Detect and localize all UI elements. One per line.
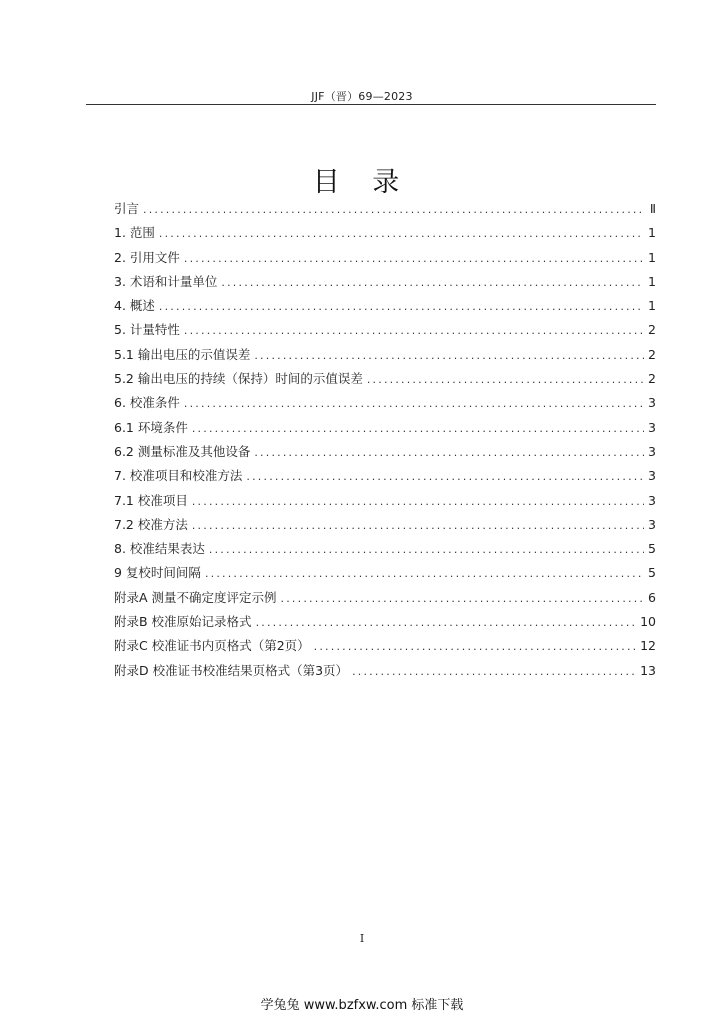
- toc-entry[interactable]: [114, 515, 656, 539]
- dot-leader: [221, 276, 644, 289]
- table-of-contents: [114, 199, 656, 685]
- toc-entry[interactable]: [114, 442, 656, 466]
- dot-leader: [367, 373, 644, 386]
- toc-entry[interactable]: [114, 418, 656, 442]
- toc-entry-page: 3: [648, 492, 656, 508]
- toc-entry[interactable]: [114, 272, 656, 296]
- dot-leader: [281, 592, 644, 605]
- toc-entry-label: 2. 引用文件: [114, 249, 180, 265]
- toc-entry[interactable]: [114, 636, 656, 660]
- dot-leader: [254, 446, 644, 459]
- toc-entry[interactable]: [114, 539, 656, 563]
- dot-leader: [192, 519, 644, 532]
- dot-leader: [209, 543, 644, 556]
- toc-entry-label: 5.2 输出电压的持续（保持）时间的示值误差: [114, 371, 363, 387]
- toc-entry-page: 1: [648, 249, 656, 265]
- toc-entry[interactable]: [114, 588, 656, 612]
- document-code: JJF（晋）69—2023: [311, 90, 413, 103]
- toc-entry[interactable]: [114, 345, 656, 369]
- toc-entry-label: 附录B 校准原始记录格式: [114, 614, 252, 630]
- toc-entry-label: 引言: [114, 201, 140, 216]
- dot-leader: [254, 349, 644, 362]
- toc-entry-label: 附录C 校准证书内页格式（第2页）: [114, 638, 310, 654]
- toc-entry-page: 3: [648, 443, 656, 459]
- toc-entry-page: Ⅱ: [649, 201, 656, 216]
- toc-entry[interactable]: [114, 661, 656, 685]
- toc-entry[interactable]: [114, 199, 656, 223]
- toc-entry-label: 8. 校准结果表达: [114, 541, 205, 557]
- toc-entry-page: 1: [648, 225, 656, 241]
- toc-entry-page: 3: [648, 395, 656, 411]
- toc-entry-label: 5.1 输出电压的示值误差: [114, 346, 251, 362]
- toc-entry-page: 13: [640, 662, 656, 678]
- dot-leader: [205, 567, 644, 580]
- toc-entry-label: 1. 范围: [114, 225, 155, 241]
- footer-watermark: 学兔兔 www.bzfxw.com 标准下载: [260, 998, 464, 1013]
- toc-entry[interactable]: [114, 563, 656, 587]
- toc-entry-page: 12: [640, 638, 656, 654]
- toc-entry-label: 7. 校准项目和校准方法: [114, 468, 243, 484]
- dot-leader: [256, 616, 637, 629]
- toc-entry[interactable]: [114, 320, 656, 344]
- header-divider: [86, 104, 656, 105]
- toc-entry-page: 1: [648, 273, 656, 289]
- toc-entry-label: 附录D 校准证书校准结果页格式（第3页）: [114, 662, 349, 678]
- page-number: I: [359, 932, 365, 945]
- toc-entry-page: 1: [648, 298, 656, 314]
- toc-entry-page: 2: [648, 322, 656, 338]
- dot-leader: [192, 495, 644, 508]
- dot-leader: [246, 470, 644, 483]
- toc-entry-label: 9 复校时间间隔: [114, 565, 201, 581]
- toc-entry[interactable]: [114, 612, 656, 636]
- toc-entry[interactable]: [114, 248, 656, 272]
- toc-entry-page: 10: [640, 614, 656, 630]
- toc-entry-label: 6.2 测量标准及其他设备: [114, 443, 251, 459]
- dot-leader: [159, 300, 644, 313]
- dot-leader: [143, 203, 644, 216]
- dot-leader: [314, 640, 636, 653]
- dot-leader: [352, 665, 636, 678]
- toc-entry[interactable]: [114, 466, 656, 490]
- dot-leader: [184, 397, 644, 410]
- toc-entry-label: 5. 计量特性: [114, 322, 180, 338]
- toc-entry-page: 6: [648, 589, 656, 605]
- toc-entry-label: 7.1 校准项目: [114, 492, 188, 508]
- toc-entry[interactable]: [114, 491, 656, 515]
- toc-entry[interactable]: [114, 223, 656, 247]
- page-title: 目 录: [312, 167, 412, 198]
- dot-leader: [184, 252, 644, 265]
- toc-entry-page: 2: [648, 346, 656, 362]
- toc-entry-page: 3: [648, 468, 656, 484]
- toc-entry-label: 6. 校准条件: [114, 395, 180, 411]
- toc-entry-page: 3: [648, 516, 656, 532]
- toc-entry-label: 7.2 校准方法: [114, 516, 188, 532]
- dot-leader: [184, 324, 644, 337]
- toc-entry-label: 3. 术语和计量单位: [114, 273, 218, 289]
- dot-leader: [192, 422, 644, 435]
- toc-entry[interactable]: [114, 369, 656, 393]
- toc-entry[interactable]: [114, 393, 656, 417]
- toc-entry-label: 6.1 环境条件: [114, 419, 188, 435]
- toc-entry-page: 3: [648, 419, 656, 435]
- toc-entry-page: 5: [648, 541, 656, 557]
- toc-entry-label: 附录A 测量不确定度评定示例: [114, 589, 277, 605]
- toc-entry[interactable]: [114, 296, 656, 320]
- dot-leader: [159, 227, 644, 240]
- toc-entry-page: 5: [648, 565, 656, 581]
- toc-entry-label: 4. 概述: [114, 298, 155, 314]
- toc-entry-page: 2: [648, 371, 656, 387]
